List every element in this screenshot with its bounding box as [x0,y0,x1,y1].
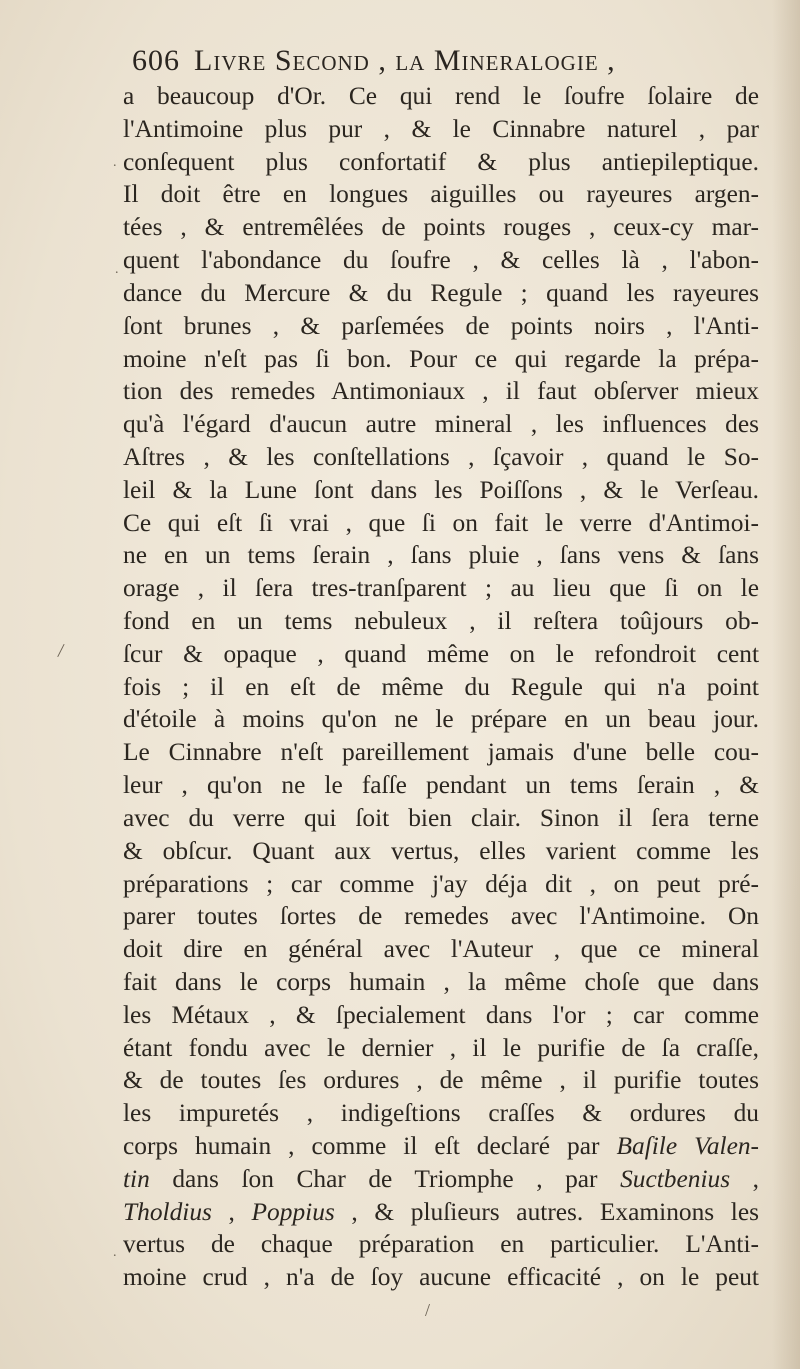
margin-tick: / [56,639,66,663]
text-line: Il doit être en longues aiguilles ou rayeures argen- [123,180,759,209]
margin-dot: . [113,155,117,170]
text-line: étant fondu avec le dernier , il le purifie de ſa craſſe, [123,1033,759,1062]
text-line: corps humain , comme il eſt declaré par Baſile Valen- [123,1132,759,1160]
text-line: leur , qu'on ne le faſſe pendant un tems ſerain , & [123,771,759,800]
text-line: tées , & entremêlées de points rouges , ceux-cy mar- [123,213,759,242]
margin-tick: / [425,1300,431,1320]
text-line: ſont brunes , & parſemées de points noirs , l'Anti- [123,311,759,340]
page-number: 606 [132,44,180,77]
text-line: Tholdius , Poppius , & pluſieurs autres. Examinons les [123,1197,759,1226]
text-line: ne en un tems ſerain , ſans pluie , ſans vens & ſans [123,541,759,570]
text-line: parer toutes ſortes de remedes avec l'Antimoine. On [123,902,759,931]
text-line: tin dans ſon Char de Triomphe , par Suctbenius , [123,1164,759,1193]
text-line: quent l'abondance du ſoufre , & celles là , l'abon- [123,246,759,275]
text-line: les Métaux , & ſpecialement dans l'or ; car comme [123,1000,759,1029]
text-line: tion des remedes Antimoniaux , il faut obſerver mieux [123,377,759,406]
margin-dot: . [113,1245,117,1260]
text-line: fond en un tems nebuleux , il reſtera toûjours ob- [123,607,759,635]
text-line: a beaucoup d'Or. Ce qui rend le ſoufre ſolaire de [123,82,759,110]
text-line: & de toutes ſes ordures , de même , il purifie toutes [123,1066,759,1095]
text-line: l'Antimoine plus pur , & le Cinnabre naturel , par [123,114,759,143]
text-line: & obſcur. Quant aux vertus, elles varient comme les [123,836,759,865]
text-line: moine crud , n'a de ſoy aucune efficacité , on le peut [123,1263,759,1292]
text-line: préparations ; car comme j'ay déja dit , on peut pré- [123,869,759,898]
text-line: Le Cinnabre n'eſt pareillement jamais d'une belle cou- [123,738,759,767]
text-line: moine n'eſt pas ſi bon. Pour ce qui regarde la prépa- [123,344,759,373]
body-text [123,80,759,1294]
margin-dot: . [115,262,119,277]
text-line: avec du verre qui ſoit bien clair. Sinon il ſera terne [123,803,759,832]
text-line: ſcur & opaque , quand même on le refondroit cent [123,639,759,668]
text-line: Aſtres , & les conſtellations , ſçavoir , quand le So- [123,442,759,471]
text-line: fois ; il en eſt de même du Regule qui n'a point [123,672,759,701]
page-edge-shadow [772,0,800,1369]
text-line: vertus de chaque préparation en particulier. L'Anti- [123,1230,759,1259]
text-line: d'étoile à moins qu'on ne le prépare en un beau jour. [123,705,759,734]
text-line: leil & la Lune ſont dans les Poiſſons , & le Verſeau. [123,475,759,504]
text-line: Ce qui eſt ſi vrai , que ſi on fait le verre d'Antimoi- [123,508,759,537]
text-line: dance du Mercure & du Regule ; quand les rayeures [123,278,759,307]
text-line: qu'à l'égard d'aucun autre mineral , les influences des [123,410,759,439]
text-line: orage , il ſera tres-tranſparent ; au lieu que ſi on le [123,574,759,603]
text-line: fait dans le corps humain , la même choſe que dans [123,967,759,996]
text-line: conſequent plus confortatif & plus antiepileptique. [123,147,759,176]
text-line: doit dire en général avec l'Auteur , que ce mineral [123,935,759,964]
text-line: les impuretés , indigeſtions craſſes & ordures du [123,1099,759,1128]
running-title: Livre Second , la Mineralogie , [194,44,616,77]
